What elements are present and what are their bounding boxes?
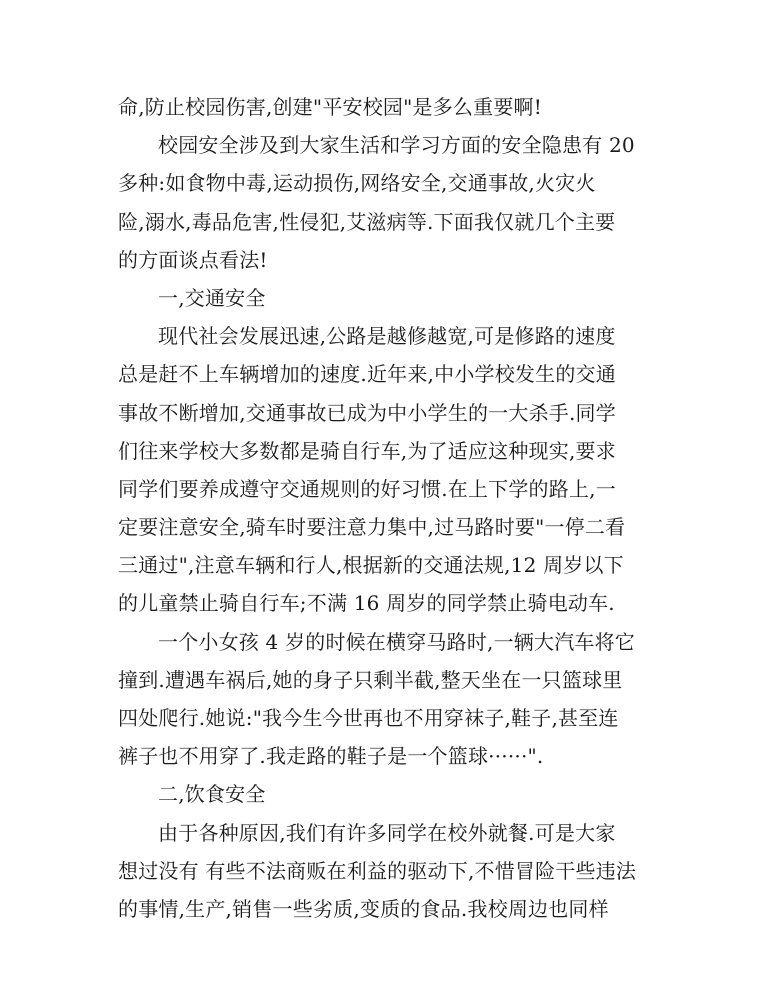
text-line: 的方面谈点看法! bbox=[118, 247, 268, 272]
text-line: 命,防止校园伤害,创建"平安校园"是多么重要啊! bbox=[118, 95, 542, 119]
text-line: 的儿童禁止骑自行车;不满 16 周岁的同学禁止骑电动车. bbox=[118, 591, 615, 616]
text-line: 一个小女孩 4 岁的时候在横穿马路时,一辆大汽车将它 bbox=[158, 629, 635, 654]
text-line: 事故不断增加,交通事故已成为中小学生的一大杀手.同学 bbox=[118, 400, 616, 425]
document-body bbox=[118, 88, 658, 928]
text-line: 想过没有 有些不法商贩在利益的驱动下,不惜冒险干些违法 bbox=[118, 858, 637, 883]
text-line: 多种:如食物中毒,运动损伤,网络安全,交通事故,火灾火 bbox=[118, 171, 596, 196]
text-line: 们往来学校大多数都是骑自行车,为了适应这种现实,要求 bbox=[118, 438, 616, 463]
text-line: 险,溺水,毒品危害,性侵犯,艾滋病等.下面我仅就几个主要 bbox=[118, 209, 616, 234]
text-line: 总是赶不上车辆增加的速度.近年来,中小学校发生的交通 bbox=[118, 362, 616, 387]
text-line: 三通过",注意车辆和行人,根据新的交通法规,12 周岁以下 bbox=[118, 553, 624, 578]
text-line: 裤子也不用穿了.我走路的鞋子是一个篮球······". bbox=[118, 744, 544, 769]
text-line: 由于各种原因,我们有许多同学在校外就餐.可是大家 bbox=[158, 820, 616, 845]
section-heading: 二,饮食安全 bbox=[158, 782, 266, 807]
section-heading: 一,交通安全 bbox=[158, 285, 266, 310]
text-line: 现代社会发展迅速,公路是越修越宽,可是修路的速度 bbox=[158, 324, 616, 349]
text-line: 的事情,生产,销售一些劣质,变质的食品.我校周边也同样 bbox=[118, 896, 609, 921]
text-line: 同学们要养成遵守交通规则的好习惯.在上下学的路上,一 bbox=[118, 476, 616, 501]
text-line: 定要注意安全,骑车时要注意力集中,过马路时要"一停二看 bbox=[118, 515, 626, 540]
text-line: 撞到.遭遇车祸后,她的身子只剩半截,整天坐在一只篮球里 bbox=[118, 667, 623, 692]
text-line: 四处爬行.她说:"我今生今世再也不用穿袜子,鞋子,甚至连 bbox=[118, 706, 619, 730]
text-line: 校园安全涉及到大家生活和学习方面的安全隐患有 20 bbox=[158, 133, 635, 158]
